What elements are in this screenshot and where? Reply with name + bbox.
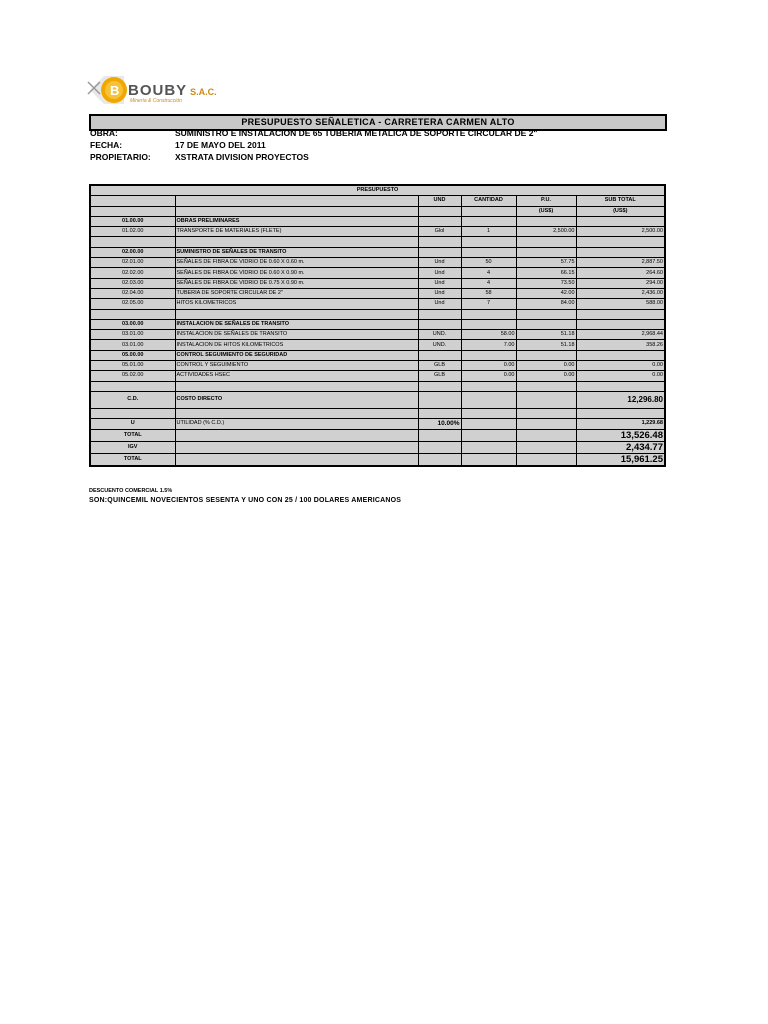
item-desc: SEÑALES DE FIBRA DE VIDRIO DE 0.60 X 0.90 m. xyxy=(175,268,418,278)
spacer-row xyxy=(90,237,665,247)
item-pu: 51.18 xyxy=(516,340,576,350)
section-desc: CONTROL SEGUIMIENTO DE SEGURIDAD xyxy=(175,350,418,360)
item-sub: 294.00 xyxy=(576,278,665,288)
cd-sub: 12,296.80 xyxy=(576,391,665,408)
discount-note: DESCUENTO COMERCIAL 1.5% xyxy=(89,488,173,494)
total-row xyxy=(90,429,665,441)
col-und: UND xyxy=(418,196,461,206)
cd-desc: COSTO DIRECTO xyxy=(175,391,418,408)
item-desc: SEÑALES DE FIBRA DE VIDRIO DE 0.60 X 0.60 m. xyxy=(175,258,418,268)
table-currency-row xyxy=(90,206,665,216)
table-row xyxy=(90,371,665,381)
utility-row xyxy=(90,419,665,429)
fecha-label: FECHA: xyxy=(90,140,123,150)
item-und: Und xyxy=(418,268,461,278)
table-row xyxy=(90,340,665,350)
table-row xyxy=(90,299,665,309)
spacer-row xyxy=(90,309,665,319)
section-row xyxy=(90,247,665,257)
col-cantidad: CANTIDAD xyxy=(461,196,516,206)
section-code: 02.00.00 xyxy=(90,247,175,257)
item-sub: 2,500.00 xyxy=(576,227,665,237)
u-pct: 10.00% xyxy=(418,419,461,429)
table-row xyxy=(90,258,665,268)
logo-suffix: S.A.C. xyxy=(190,87,217,97)
item-und: Glol xyxy=(418,227,461,237)
item-cant: 7.00 xyxy=(461,340,516,350)
cd-code: C.D. xyxy=(90,391,175,408)
item-cant: 4 xyxy=(461,278,516,288)
item-sub: 2,436.00 xyxy=(576,288,665,298)
item-code: 05.02.00 xyxy=(90,371,175,381)
table-row xyxy=(90,288,665,298)
item-cant: 1 xyxy=(461,227,516,237)
item-desc: ACTIVIDADES HSEC xyxy=(175,371,418,381)
logo-brand: BOUBY S.A.C. xyxy=(128,82,217,99)
item-code: 02.02.00 xyxy=(90,268,175,278)
currency-pu: (US$) xyxy=(516,206,576,216)
document-title: PRESUPUESTO SEÑALETICA - CARRETERA CARMEN ALTO xyxy=(89,114,667,131)
item-desc: INSTALACION DE SEÑALES DE TRANSITO xyxy=(175,330,418,340)
item-sub: 358.26 xyxy=(576,340,665,350)
item-pu: 73.50 xyxy=(516,278,576,288)
item-pu: 42.00 xyxy=(516,288,576,298)
igv-sub: 2,434.77 xyxy=(576,441,665,453)
item-code: 01.02.00 xyxy=(90,227,175,237)
table-heading-row xyxy=(90,185,665,196)
table-heading: PRESUPUESTO xyxy=(90,185,665,196)
item-und: GLB xyxy=(418,361,461,371)
item-und: Und xyxy=(418,258,461,268)
item-desc: INSTALACION DE HITOS KILOMETRICOS xyxy=(175,340,418,350)
obra-value: SUMINISTRO E INSTALACION DE 65 TUBERIA METALICA DE SOPORTE CIRCULAR DE 2" xyxy=(175,128,538,138)
item-code: 02.04.00 xyxy=(90,288,175,298)
item-code: 02.01.00 xyxy=(90,258,175,268)
svg-text:B: B xyxy=(110,83,120,98)
table-row xyxy=(90,278,665,288)
item-desc: TRANSPORTE DE MATERIALES (FLETE) xyxy=(175,227,418,237)
item-und: Und xyxy=(418,288,461,298)
item-pu: 51.18 xyxy=(516,330,576,340)
section-code: 03.00.00 xyxy=(90,319,175,329)
table-row xyxy=(90,227,665,237)
spacer-row xyxy=(90,408,665,418)
col-pu: P.U. xyxy=(516,196,576,206)
item-code: 02.03.00 xyxy=(90,278,175,288)
u-sub: 1,229.68 xyxy=(576,419,665,429)
item-code: 03.01.00 xyxy=(90,340,175,350)
item-und: Und xyxy=(418,278,461,288)
cost-direct-row xyxy=(90,391,665,408)
item-und: Und xyxy=(418,299,461,309)
logo-tagline: Minería & Construcción xyxy=(130,98,182,104)
grand-total-row xyxy=(90,453,665,466)
item-pu: 0.00 xyxy=(516,371,576,381)
item-sub: 0.00 xyxy=(576,361,665,371)
section-desc: INSTALACION DE SEÑALES DE TRANSITO xyxy=(175,319,418,329)
total-sub: 13,526.48 xyxy=(576,429,665,441)
table-row xyxy=(90,330,665,340)
item-pu: 0.00 xyxy=(516,361,576,371)
section-desc: SUMINISTRO DE SEÑALES DE TRANSITO xyxy=(175,247,418,257)
total-code: TOTAL xyxy=(90,429,175,441)
item-desc: CONTROL Y SEGUIMIENTO xyxy=(175,361,418,371)
item-cant: 58 xyxy=(461,288,516,298)
grand-total-sub: 15,961.25 xyxy=(576,453,665,466)
item-pu: 2,500.00 xyxy=(516,227,576,237)
section-code: 01.00.00 xyxy=(90,216,175,226)
item-pu: 57.75 xyxy=(516,258,576,268)
item-und: UND. xyxy=(418,340,461,350)
currency-sub: (US$) xyxy=(576,206,665,216)
spacer-row xyxy=(90,381,665,391)
company-logo xyxy=(86,70,226,110)
item-desc: HITOS KILOMETRICOS xyxy=(175,299,418,309)
item-code: 05.01.00 xyxy=(90,361,175,371)
igv-row xyxy=(90,441,665,453)
section-code: 05.00.00 xyxy=(90,350,175,360)
item-und: GLB xyxy=(418,371,461,381)
item-und: UND. xyxy=(418,330,461,340)
item-code: 03.01.00 xyxy=(90,330,175,340)
fecha-value: 17 DE MAYO DEL 2011 xyxy=(175,140,266,150)
amount-in-words: SON:QUINCEMIL NOVECIENTOS SESENTA Y UNO CON 25 / 100 DOLARES AMERICANOS xyxy=(89,497,402,504)
item-cant: 50 xyxy=(461,258,516,268)
igv-code: IGV xyxy=(90,441,175,453)
table-header-row xyxy=(90,196,665,206)
col-subtotal: SUB TOTAL xyxy=(576,196,665,206)
item-sub: 2,968.44 xyxy=(576,330,665,340)
table-row xyxy=(90,361,665,371)
item-cant: 0.00 xyxy=(461,371,516,381)
item-desc: TUBERIA DE SOPORTE CIRCULAR DE 2" xyxy=(175,288,418,298)
section-desc: OBRAS PRELIMINARES xyxy=(175,216,418,226)
propietario-label: PROPIETARIO: xyxy=(90,152,151,162)
item-cant: 7 xyxy=(461,299,516,309)
item-pu: 84.00 xyxy=(516,299,576,309)
item-desc: SEÑALES DE FIBRA DE VIDRIO DE 0.75 X 0.90 m. xyxy=(175,278,418,288)
table-row xyxy=(90,268,665,278)
propietario-value: XSTRATA DIVISION PROYECTOS xyxy=(175,152,309,162)
item-cant: 58.00 xyxy=(461,330,516,340)
item-cant: 0.00 xyxy=(461,361,516,371)
item-sub: 588.00 xyxy=(576,299,665,309)
section-row xyxy=(90,350,665,360)
item-pu: 66.15 xyxy=(516,268,576,278)
grand-total-code: TOTAL xyxy=(90,453,175,466)
item-sub: 2,887.50 xyxy=(576,258,665,268)
section-row xyxy=(90,216,665,226)
item-code: 02.05.00 xyxy=(90,299,175,309)
obra-label: OBRA: xyxy=(90,128,118,138)
budget-table xyxy=(89,184,666,467)
u-code: U xyxy=(90,419,175,429)
section-row xyxy=(90,319,665,329)
item-cant: 4 xyxy=(461,268,516,278)
item-sub: 264.60 xyxy=(576,268,665,278)
bouby-logo-icon xyxy=(86,70,130,110)
u-desc: UTILIDAD (% C.D.) xyxy=(175,419,418,429)
item-sub: 0.00 xyxy=(576,371,665,381)
